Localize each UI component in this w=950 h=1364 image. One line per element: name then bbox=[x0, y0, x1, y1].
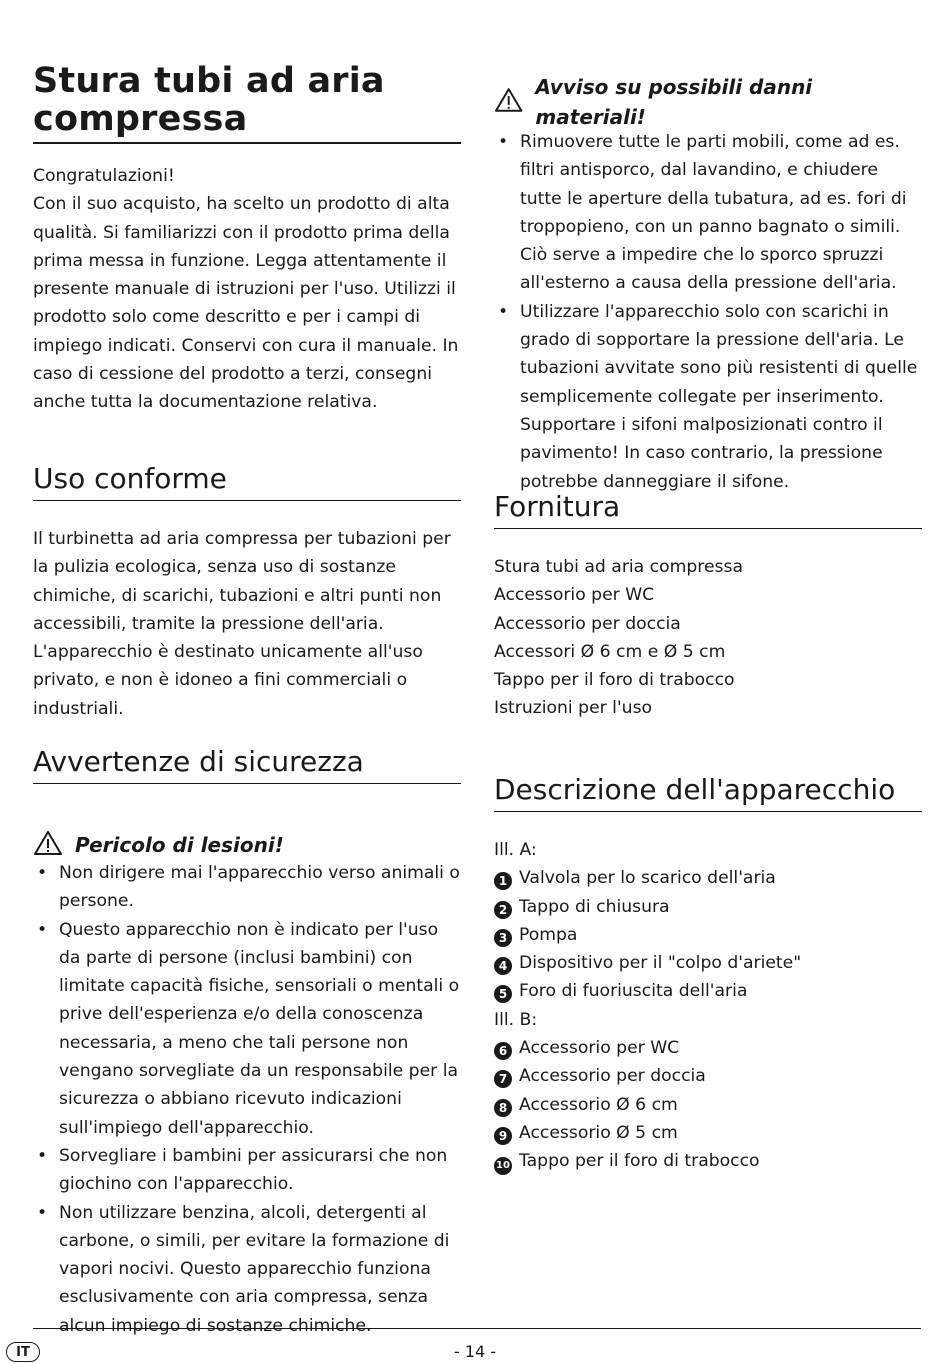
injury-warning-title bbox=[33, 830, 461, 860]
language-badge: IT bbox=[6, 1342, 40, 1362]
list-item: Tappo per il foro di trabocco bbox=[494, 670, 735, 691]
uso-paragraph: Il turbinetta ad aria compressa per tubazioni per la pulizia ecologica, senza uso di sostanze chimiche, di scarichi, tubazioni e altri punti non accessibili, tramite la pressione dell'aria. bbox=[33, 529, 451, 634]
page-title: Stura tubi ad aria compressa bbox=[33, 62, 461, 144]
intro-section bbox=[33, 162, 461, 417]
uso-heading: Uso conforme bbox=[33, 462, 461, 501]
warning-triangle-icon bbox=[494, 87, 523, 113]
part-label: Dispositivo per il "colpo d'ariete" bbox=[519, 953, 802, 974]
uso-section bbox=[33, 462, 461, 723]
list-item: Accessorio per doccia bbox=[494, 613, 681, 634]
list-item bbox=[494, 1062, 922, 1090]
part-number-badge: 9 bbox=[494, 1127, 512, 1145]
list-item: Accessorio per WC bbox=[494, 585, 655, 606]
part-number-badge: 1 bbox=[494, 872, 512, 890]
part-label: Accessorio per doccia bbox=[519, 1066, 706, 1087]
part-number-badge: 4 bbox=[494, 957, 512, 975]
page-number: - 14 - bbox=[453, 1342, 497, 1361]
fornitura-heading: Fornitura bbox=[494, 490, 922, 529]
illustration-label: Ill. B: bbox=[494, 1009, 538, 1030]
part-label: Accessorio Ø 5 cm bbox=[519, 1122, 678, 1143]
material-warning-title bbox=[494, 72, 922, 132]
list-item bbox=[494, 864, 922, 892]
part-label: Pompa bbox=[519, 924, 578, 945]
uso-paragraph: L'apparecchio è destinato unicamente all'uso privato, e non è idoneo a fini commerciali o industriali. bbox=[33, 642, 423, 719]
descrizione-heading: Descrizione dell'apparecchio bbox=[494, 773, 922, 812]
part-number-badge: 3 bbox=[494, 929, 512, 947]
list-item bbox=[494, 1147, 922, 1175]
intro-greeting: Congratulazioni! bbox=[33, 166, 175, 186]
list-item: • Non dirigere mai l'apparecchio verso animali o persone. bbox=[33, 859, 461, 916]
footer-divider bbox=[33, 1328, 921, 1329]
part-label: Foro di fuoriuscita dell'aria bbox=[519, 981, 748, 1002]
list-item bbox=[494, 893, 922, 921]
list-item bbox=[494, 1034, 922, 1062]
part-number-badge: 8 bbox=[494, 1099, 512, 1117]
list-item bbox=[494, 949, 922, 977]
part-number-badge: 5 bbox=[494, 985, 512, 1003]
warning-title-text: Pericolo di lesioni! bbox=[75, 833, 284, 857]
part-number-badge: 7 bbox=[494, 1070, 512, 1088]
list-item: • Utilizzare l'apparecchio solo con scarichi in grado di sopportare la pressione dell'aria. Le tubazioni avvitate sono più resistenti di quelle semplicemente collegate per inserimento. Supportare i sifoni malposizionati contro il pavimento! In caso contrario, la pressione potrebbe danneggiare il sifone. bbox=[494, 298, 922, 496]
list-item: • Rimuovere tutte le parti mobili, come ad es. filtri antisporco, dal lavandino, e chiudere tutte le aperture della tubatura, ad es. fori di troppopieno, con un panno bagnato o simili. Ciò serve a impedire che lo sporco spruzzi all'esterno a causa della pressione dell'aria. bbox=[494, 128, 922, 298]
list-item: Stura tubi ad aria compressa bbox=[494, 557, 743, 577]
safety-section bbox=[33, 745, 461, 1340]
part-label: Accessorio per WC bbox=[519, 1038, 680, 1059]
list-item: • Sorvegliare i bambini per assicurarsi che non giochino con l'apparecchio. bbox=[33, 1142, 461, 1199]
list-item bbox=[494, 921, 922, 949]
part-label: Tappo di chiusura bbox=[519, 896, 670, 917]
list-item: Accessori Ø 6 cm e Ø 5 cm bbox=[494, 641, 726, 662]
fornitura-section bbox=[494, 490, 922, 723]
material-bullet-list bbox=[494, 128, 922, 496]
list-item bbox=[494, 1119, 922, 1147]
list-item: • Questo apparecchio non è indicato per l'uso da parte di persone (inclusi bambini) con limitate capacità fisiche, sensoriali o mentali o prive dell'esperienza e/o della conoscenza necessaria, a meno che tali persone non vengano sorvegliate da un responsabile per la sicurezza o abbiano ricevuto indicazioni sull'impiego dell'apparecchio. bbox=[33, 916, 461, 1142]
part-number-badge: 2 bbox=[494, 901, 512, 919]
part-label: Accessorio Ø 6 cm bbox=[519, 1094, 678, 1115]
safety-heading: Avvertenze di sicurezza bbox=[33, 745, 461, 784]
list-item: Istruzioni per l'uso bbox=[494, 698, 653, 719]
material-warning-section bbox=[494, 72, 922, 496]
warning-triangle-icon bbox=[33, 830, 63, 856]
part-label: Valvola per lo scarico dell'aria bbox=[519, 868, 776, 889]
intro-paragraph: Con il suo acquisto, ha scelto un prodotto di alta qualità. Si familiarizzi con il prodotto prima della prima messa in funzione. Legga attentamente il presente manuale di istruzioni per l'uso. Utilizzi il prodotto solo come descritto e per i campi di impiego indicati. Conservi con cura il manuale. In caso di cessione del prodotto a terzi, consegni anche tutta la documentazione relativa. bbox=[33, 194, 459, 413]
list-item bbox=[494, 1091, 922, 1119]
list-item: • Non utilizzare benzina, alcoli, detergenti al carbone, o simili, per evitare la formazione di vapori nocivi. Questo apparecchio funziona esclusivamente con aria compressa, senza alcun impiego di sostanze chimiche. bbox=[33, 1199, 461, 1340]
parts-list bbox=[494, 836, 922, 1176]
illustration-label: Ill. A: bbox=[494, 840, 537, 860]
safety-bullet-list bbox=[33, 859, 461, 1340]
list-item bbox=[494, 977, 922, 1005]
part-label: Tappo per il foro di trabocco bbox=[519, 1151, 760, 1172]
part-number-badge: 6 bbox=[494, 1042, 512, 1060]
warning-title-text: Avviso su possibili danni materiali! bbox=[535, 75, 813, 129]
part-number-badge: 10 bbox=[494, 1157, 512, 1175]
left-column bbox=[33, 61, 461, 1336]
fornitura-list bbox=[494, 553, 922, 723]
descrizione-section bbox=[494, 773, 922, 1176]
